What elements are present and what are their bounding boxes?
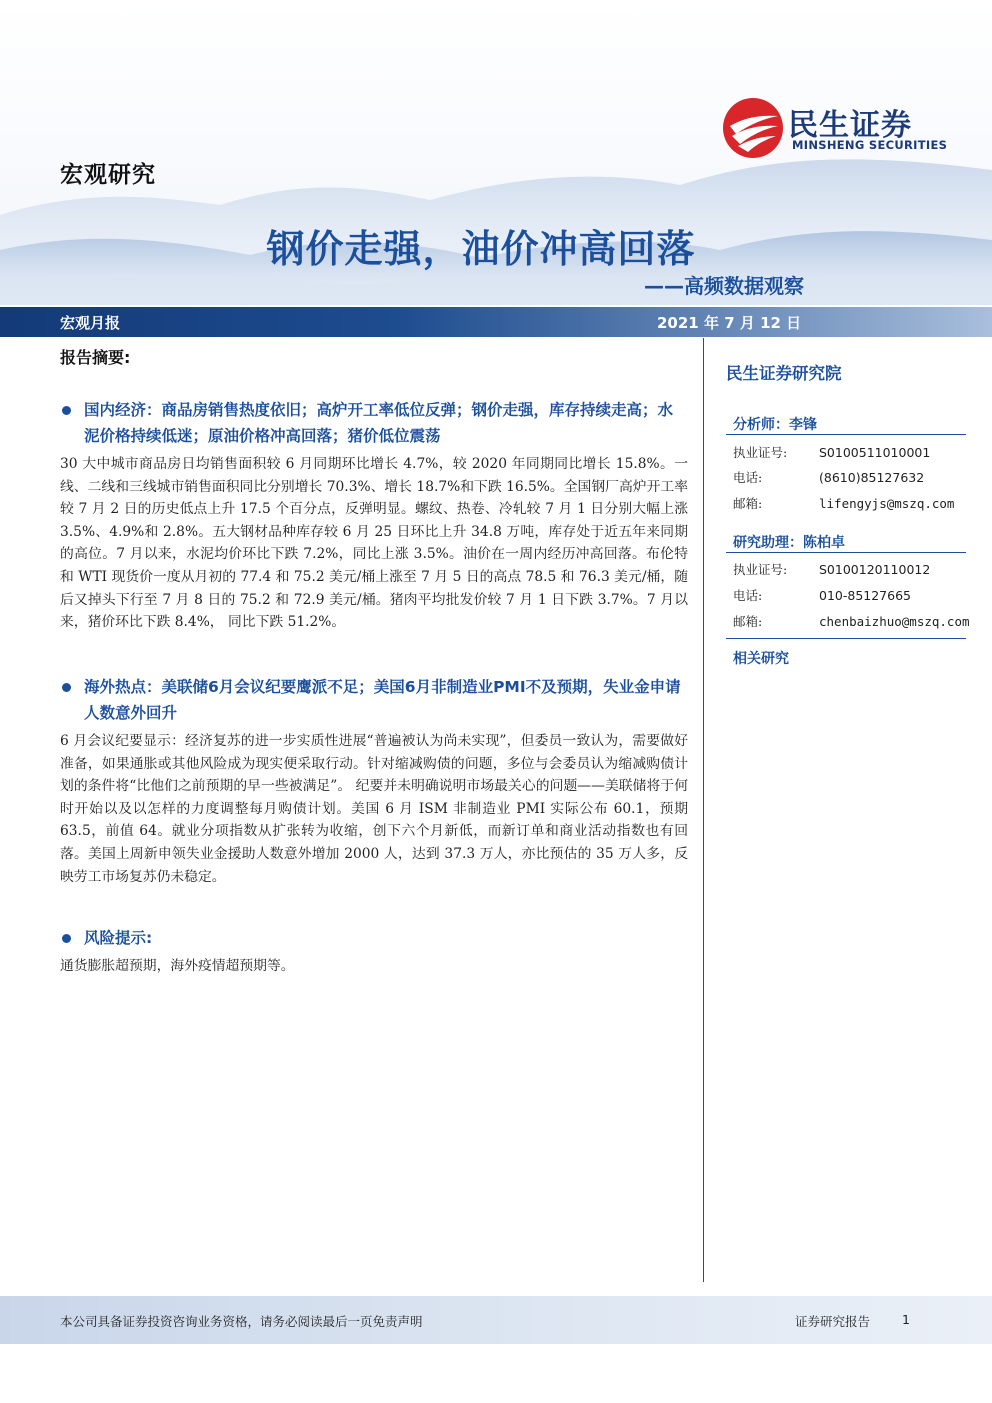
assistant-divider xyxy=(726,552,966,553)
analyst-license xyxy=(733,443,930,461)
summary-label: 报告摘要: xyxy=(60,348,131,367)
section-heading xyxy=(60,674,688,726)
column-divider xyxy=(703,338,704,1282)
assistant-title: 研究助理：陈柏卓 xyxy=(733,535,845,551)
logo-text-chinese: 民生证券 xyxy=(788,108,912,143)
bullet-icon xyxy=(62,683,71,692)
section-heading-text: 海外热点：美联储6月会议纪要鹰派不足；美国6月非制造业PMI不及预期，失业金申请人数意外回升 xyxy=(84,678,681,722)
info-label: 电话: xyxy=(733,588,763,603)
info-value: lifengyjs@mszq.com xyxy=(819,496,955,511)
report-category: 宏观研究 xyxy=(60,162,156,188)
section-body: 30 大中城市商品房日均销售面积较 6 月同期环比增长 4.7%，较 2020 年同期同比增长 15.8%。一线、二线和三线城市销售面积同比分别增长 70.3%、增长 18.7%和下跌 16.5%。全国钢厂高炉开工率较 7 月 2 日的历史低点上升 17.5 个百分点，反弹明显。螺纹、热卷、冷轧较 7 月 1 日分别大幅上涨 3.5%、4.9%和 2.8%。五大钢材品种库存较 6 月 25 日环比上升 34.8 万吨，库存处于近五年来同期的高位。7 月以来，水泥均价环比下跌 7.2%，同比上涨 3.5%。油价在一周内经历冲高回落。布伦特和 WTI 现货价一度从月初的 77.4 和 75.2 美元/桶上涨至 7 月 5 日的高点 78.5 和 76.3 美元/桶，随后又掉头下行至 7 月 8 日的 75.2 和 72.9 美元/桶。猪肉平均批发价较 7 月 1 日下跌 3.7%。7 月以来，猪价环比下跌 8.4%， 同比下跌 51.2%。 xyxy=(60,456,688,631)
section-heading xyxy=(60,925,688,951)
report-title: 钢价走强，油价冲高回落 xyxy=(266,227,696,271)
footer-report-label: 证券研究报告 xyxy=(795,1314,871,1329)
section-heading-text: 风险提示: xyxy=(84,929,153,947)
section-heading xyxy=(60,397,688,449)
info-value: (8610)85127632 xyxy=(819,470,925,485)
assistant-license xyxy=(733,560,930,578)
info-label: 邮箱: xyxy=(733,496,763,511)
section-domestic-economy xyxy=(60,397,688,634)
section-overseas-hotspot xyxy=(60,674,688,888)
info-label: 邮箱: xyxy=(733,614,763,629)
section-body: 通货膨胀超预期，海外疫情超预期等。 xyxy=(60,958,295,974)
info-value: chenbaizhuo@mszq.com xyxy=(819,614,970,629)
assistant-phone xyxy=(733,586,911,604)
info-value: S0100120110012 xyxy=(819,562,931,577)
report-info-bar xyxy=(0,307,992,337)
research-institute: 民生证券研究院 xyxy=(726,364,842,383)
info-label: 电话: xyxy=(733,470,763,485)
analyst-phone xyxy=(733,468,924,486)
page-footer xyxy=(0,1296,992,1344)
section-risk-warning xyxy=(60,925,688,978)
footer-disclaimer: 本公司具备证券投资咨询业务资格，请务必阅读最后一页免责声明 xyxy=(60,1314,423,1329)
logo-text-english: MINSHENG SECURITIES xyxy=(792,138,948,152)
bullet-icon xyxy=(62,934,71,943)
report-subtitle: ——高频数据观察 xyxy=(644,274,804,298)
page-number: 1 xyxy=(902,1312,910,1327)
analyst-email xyxy=(733,494,954,512)
section-heading-text: 国内经济：商品房销售热度依旧；高炉开工率低位反弹；钢价走强，库存持续走高；水泥价格持续低迷；原油价格冲高回落；猪价低位震荡 xyxy=(84,401,674,445)
company-logo xyxy=(722,96,962,160)
report-date: 2021 年 7 月 12 日 xyxy=(657,314,802,332)
analyst-title: 分析师：李锋 xyxy=(733,417,817,433)
info-value: S0100511010001 xyxy=(819,445,931,460)
bullet-icon xyxy=(62,406,71,415)
section-body: 6 月会议纪要显示：经济复苏的进一步实质性进展“普遍被认为尚未实现”，但委员一致认为，需要做好准备，如果通胀或其他风险成为现实便采取行动。针对缩减购债的问题，多位与会委员认为缩减购债计划的条件将“比他们之前预期的早一些被满足”。 纪要并未明确说明市场最关心的问题——美联储将于何时开始以及以怎样的力度调整每月购债计划。美国 6 月 ISM 非制造业 PMI 实际公布 60.1，预期 63.5，前值 64。就业分项指数从扩张转为收缩，创下六个月新低，而新订单和商业活动指数也有回落。美国上周新申领失业金援助人数意外增加 2000 人，达到 37.3 万人，亦比预估的 35 万人多，反映劳工市场复苏仍未稳定。 xyxy=(60,733,688,885)
logo-emblem-icon xyxy=(722,96,784,160)
info-value: 010-85127665 xyxy=(819,588,911,603)
assistant-email xyxy=(733,612,970,630)
info-label: 执业证号: xyxy=(733,445,788,460)
related-divider xyxy=(726,638,966,639)
report-type: 宏观月报 xyxy=(60,314,121,332)
analyst-divider xyxy=(726,434,966,435)
info-label: 执业证号: xyxy=(733,562,788,577)
related-research: 相关研究 xyxy=(733,651,789,667)
